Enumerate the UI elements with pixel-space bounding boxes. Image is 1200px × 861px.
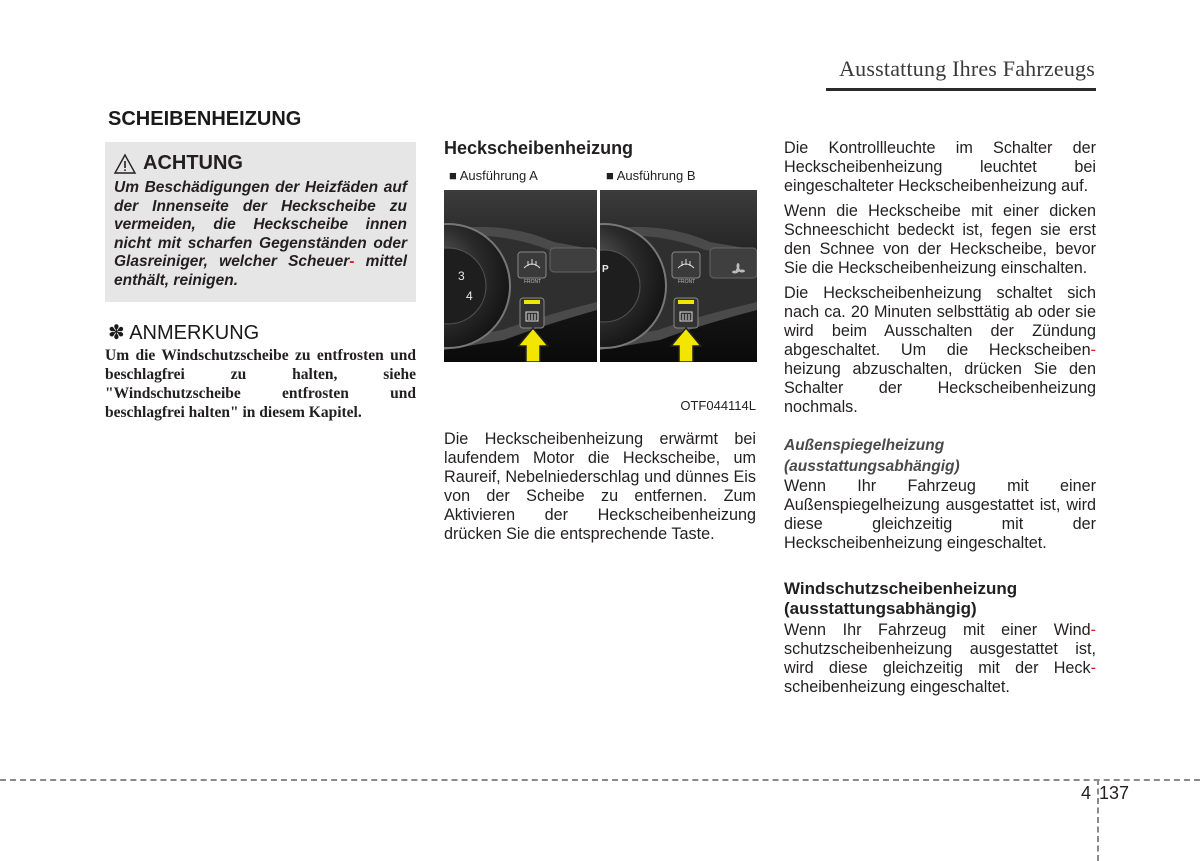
caution-heading xyxy=(113,152,243,175)
note-text: Um die Windschutzscheibe zu entfrosten und beschlagfrei zu halten, siehe "Windschutzscheibe entfrosten und beschlagfrei halten" in diesem Kapitel. xyxy=(105,347,416,421)
knob-number-4: 4 xyxy=(466,289,473,303)
page-number xyxy=(1075,783,1129,804)
header-rule xyxy=(826,88,1096,91)
indicator-light xyxy=(524,300,540,304)
indicator-paragraph: Die Kontrollleuchte im Schalter der Heckscheibenheizung leuchtet bei eingeschalteter Heckscheibenheizung auf. xyxy=(784,139,1096,195)
mirror-heater-text: Wenn Ihr Fahrzeug mit einer Außenspiegelheizung ausgestattet ist, wird diese gleichzeitig mit der Heckscheibenheizung eingeschaltet. xyxy=(784,477,1096,552)
figure-variant-a xyxy=(444,190,597,362)
note-heading: ✽ ANMERKUNG xyxy=(108,322,260,344)
caution-text: Um Beschädigungen der Heizfäden auf der Innenseite der Heckscheibe zu vermeiden, die Heckscheibe innen nicht mit scharfen Gegenständen oder Glasreiniger, welcher Scheuer- mittel enthält, reinigen. xyxy=(114,179,407,289)
figure-code: OTF044114L xyxy=(680,398,756,413)
warning-triangle-icon xyxy=(113,153,137,175)
section-title: SCHEIBENHEIZUNG xyxy=(108,108,302,130)
indicator-light-b xyxy=(678,300,694,304)
mirror-heater-heading: Außenspiegelheizung (ausstattungsabhängig) xyxy=(784,437,960,475)
front-button-label-b: FRONT xyxy=(678,279,696,285)
windshield-heater-heading: Windschutzscheibenheizung (ausstattungsabhängig) xyxy=(784,579,1018,618)
knob-letter-p: P xyxy=(602,264,609,275)
chapter-number: 4 xyxy=(1080,783,1091,803)
asterisk-icon: ✽ xyxy=(108,322,125,344)
column-3 xyxy=(784,139,1096,703)
figure-variant-b xyxy=(600,190,757,362)
caution-title: ACHTUNG xyxy=(143,152,243,174)
front-button-label: FRONT xyxy=(524,279,542,285)
knob-number-3: 3 xyxy=(458,269,465,283)
windshield-heater-text: Wenn Ihr Fahrzeug mit einer Wind-schutzscheibenheizung ausgestattet ist, wird diese gleichzeitig mit der Heck-scheibenheizung eingeschaltet. xyxy=(784,621,1096,696)
figure-label-b: ■ Ausführung B xyxy=(606,168,696,183)
snow-paragraph: Wenn die Heckscheibe mit einer dicken Schneeschicht bedeckt ist, fegen sie erst den Schnee von der Heckscheibe, bevor Sie die Heckscheibenheizung einschalten. xyxy=(784,202,1096,277)
rear-heater-title: Heckscheibenheizung xyxy=(444,138,634,158)
footer-dashed-rule xyxy=(0,779,1200,781)
running-header: Ausstattung Ihres Fahrzeugs xyxy=(839,56,1095,81)
rear-heater-body: Die Heckscheibenheizung erwärmt bei laufendem Motor die Heckscheibe, um Raureif, Nebelniederschlag und dünnes Eis von der Scheibe zu entfernen. Zum Aktivieren der Heckscheibenheizung drücken Sie die entsprechende Taste. xyxy=(444,430,756,543)
figure-label-a: ■ Ausführung A xyxy=(449,168,538,183)
page-number-value: 137 xyxy=(1099,783,1130,803)
auto-off-paragraph: Die Heckscheibenheizung schaltet sich nach ca. 20 Minuten selbsttätig ab oder sie wird beim Ausschalten der Zündung abgeschaltet. Um die Heckscheiben-heizung abzuschalten, drücken Sie den Schalter der Heckscheibenheizung nochmals. xyxy=(784,284,1096,416)
